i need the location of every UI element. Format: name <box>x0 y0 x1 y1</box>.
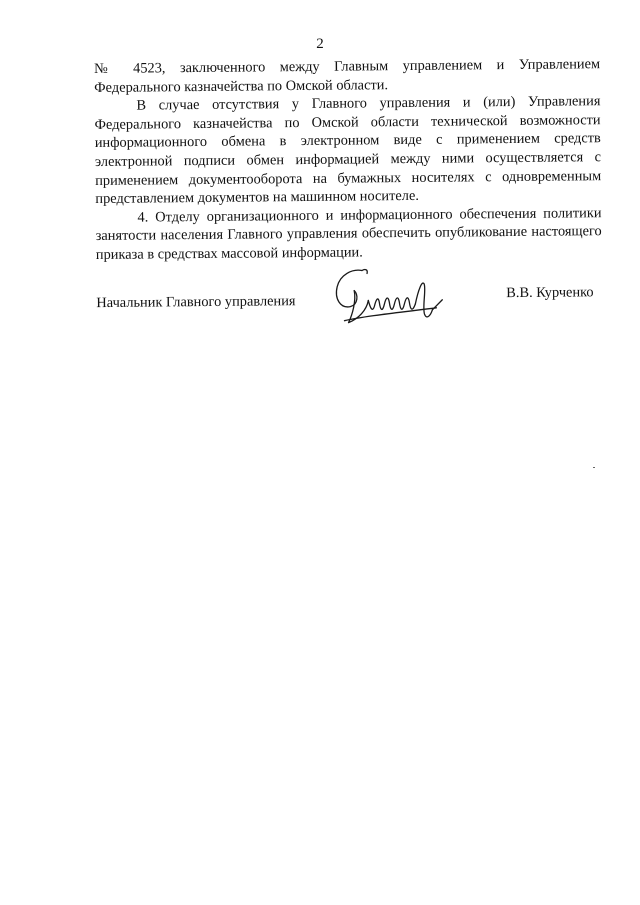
scan-speck <box>593 467 595 468</box>
paragraph-item-4-publication: 4. Отделу организационного и информационного обеспечения политики занятости населения Главного управления обеспечить опубликование настоящего приказа в средствах массовой информации. <box>95 204 602 263</box>
signatory-title: Начальник Главного управления <box>96 293 296 312</box>
paragraph-continuation: № 4523, заключенного между Главным управлением и Управлением Федерального казначейства по Омской области. <box>94 56 601 96</box>
body-text <box>94 55 602 264</box>
signatory-name: В.В. Курченко <box>506 284 594 302</box>
page-number: 2 <box>316 36 324 52</box>
handwritten-signature <box>332 266 449 329</box>
paragraph-no-technical-capability: В случае отсутствия у Главного управления и (или) Управления Федерального казначейства по Омской области технической возможности информационного обмена в электронном виде с применением средств электронной подписи обмен информацией между ними осуществляется с применением документооборота на бумажных носителях с одновременным представлением документов на машинном носителе. <box>94 93 602 208</box>
signature-block <box>0 264 640 340</box>
